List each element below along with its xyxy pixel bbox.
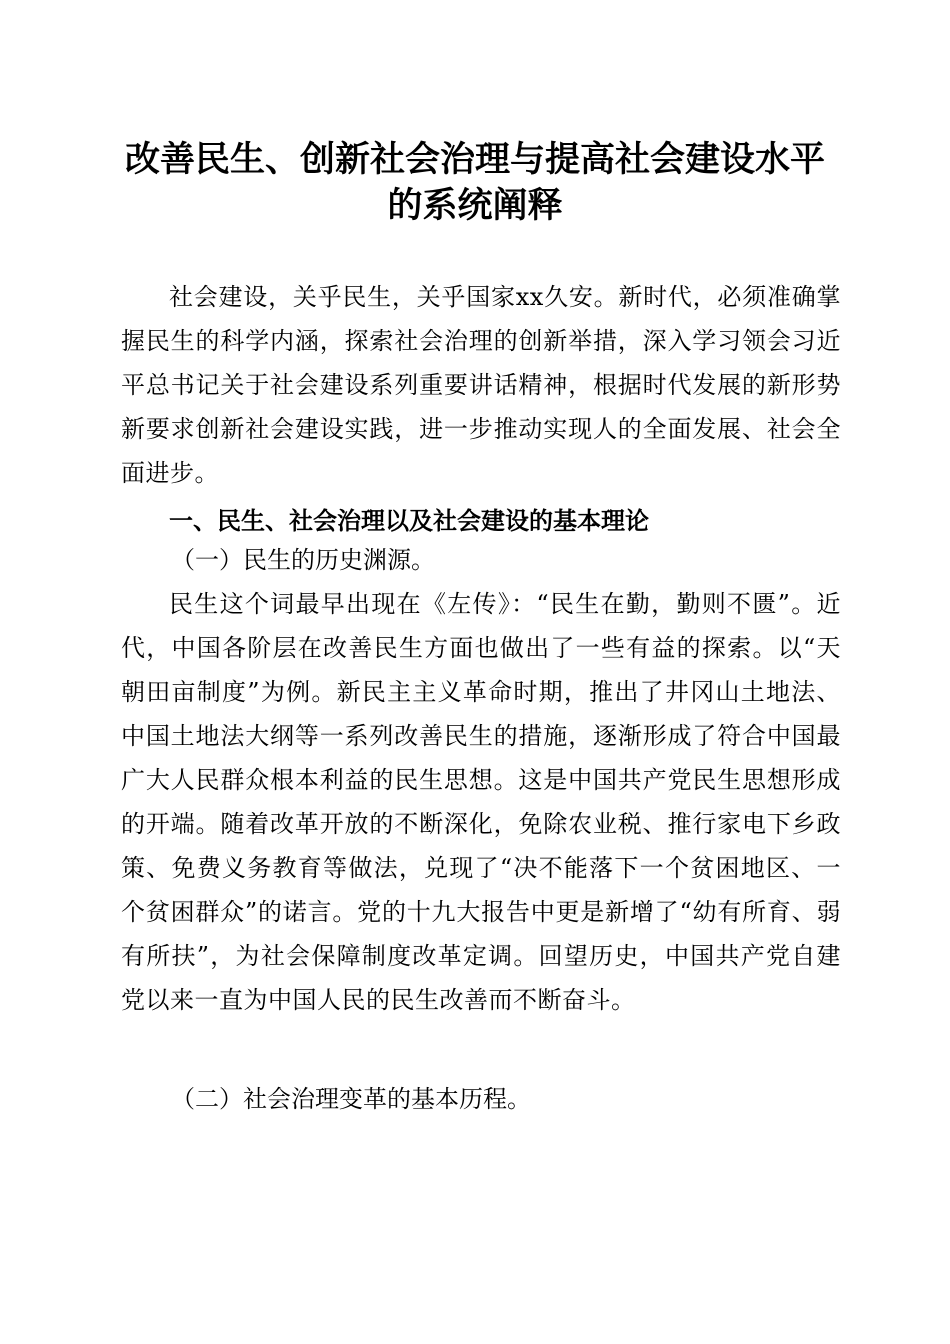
subsection-heading-2: （二）社会治理变革的基本历程。 — [171, 1085, 531, 1113]
document-title-line-2: 的系统阐释 — [387, 185, 563, 226]
intro-paragraph: 社会建设，关乎民生，关乎国家xx久安。新时代，必须准确掌握民生的科学内涵，探索社会治理的创新举措，深入学习领会习近平总书记关于社会建设系列重要讲话精神，根据时代发展的新形势新要求创新社会建设实践，进一步推动实现人的全面发展、社会全面进步。 — [121, 283, 841, 487]
section-heading-1: 一、民生、社会治理以及社会建设的基本理论 — [169, 507, 649, 535]
subsection-heading-1: （一）民生的历史渊源。 — [171, 546, 435, 574]
subsection-1-paragraph: 民生这个词最早出现在《左传》：“民生在勤，勤则不匮”。近代，中国各阶层在改善民生方面也做出了一些有益的探索。以“天朝田亩制度”为例。新民主主义革命时期，推出了井冈山土地法、中国土地法大纲等一系列改善民生的措施，逐渐形成了符合中国最广大人民群众根本利益的民生思想。这是中国共产党民生思想形成的开端。随着改革开放的不断深化，免除农业税、推行家电下乡政策、免费义务教育等做法，兑现了“决不能落下一个贫困地区、一个贫困群众”的诺言。党的十九大报告中更是新增了“幼有所育、弱有所扶”，为社会保障制度改革定调。回望历史，中国共产党自建党以来一直为中国人民的民生改善而不断奋斗。 — [121, 590, 841, 1014]
document-title-line-1: 改善民生、创新社会治理与提高社会建设水平 — [124, 139, 825, 180]
